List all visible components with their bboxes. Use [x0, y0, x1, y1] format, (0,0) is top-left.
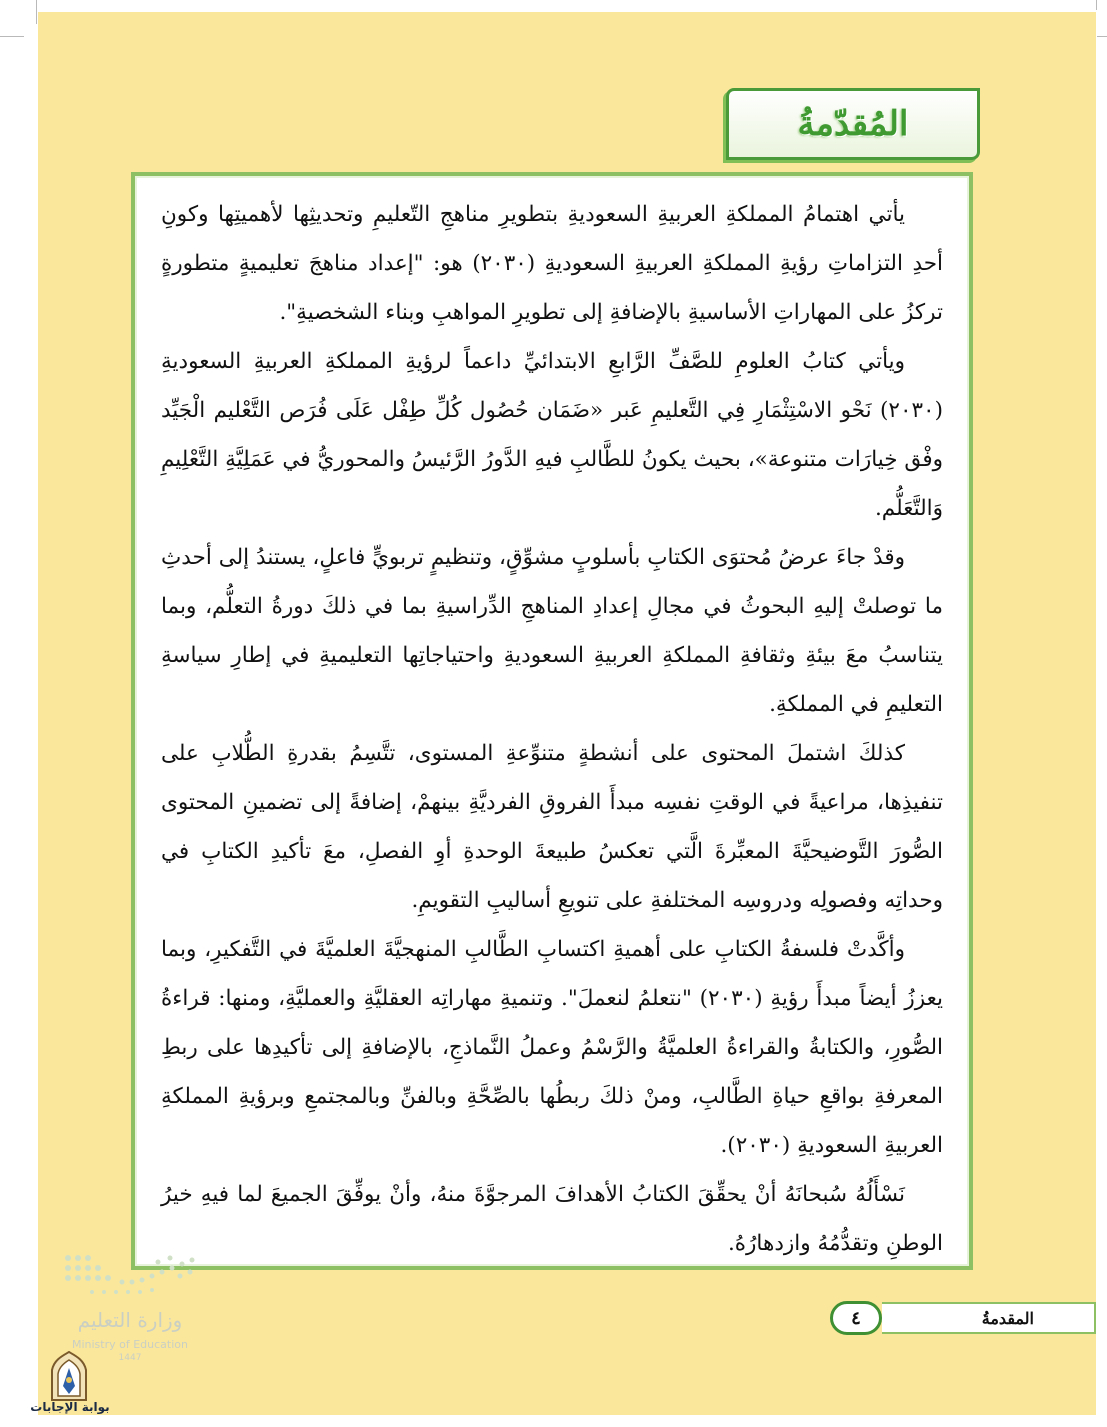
crop-mark [36, 0, 37, 24]
section-title-box [726, 88, 980, 160]
crop-mark [1096, 0, 1097, 10]
intro-paragraph: نَسْأَلُهُ سُبحانَهُ أنْ يحقِّقَ الكتابُ الأهدافَ المرجوَّةَ منهُ، وأنْ يوفِّقَ الجميعَ لما فيهِ خيرُ الوطنِ وتقدُّمُهُ وازدهارُهُ. [161, 1182, 943, 1256]
intro-paragraph: يأتي اهتمامُ المملكةِ العربيةِ السعوديةِ بتطويرِ مناهجِ التّعليمِ وتحديثِها لأهميتِها وكونِ أحدِ التزاماتِ رؤيةِ المملكةِ العربيةِ السعوديةِ (٢٠٣٠) هو: "إعداد مناهجَ تعليميةٍ متطورةٍ تركزُ على المهاراتِ الأساسيةِ بالإضافةِ إلى تطويرِ المواهبِ وبناء الشخصيةِ". [161, 202, 943, 325]
intro-text-body [161, 190, 943, 1268]
footer-section-label: المقدمةُ [882, 1302, 1096, 1334]
watermark-site-name: بوابة الإجابات [30, 1400, 110, 1414]
intro-paragraph: ويأتي كتابُ العلومِ للصَّفِّ الرَّابعِ الابتدائيِّ داعماً لرؤيةِ المملكةِ العربيةِ السعوديةِ (٢٠٣٠) نَحْو الاسْتِثْمَارِ فِي التَّعليمِ عَبر «ضَمَان حُصُول كُلِّ طِفْل عَلَى فُرَص التَّعْليم الْجَيِّد وفْق خِيارَات متنوعة»، بحيث يكونُ للطَّالبِ فيهِ الدَّورُ الرَّئيسُ والمحوريُّ في عَمَلِيَّةِ التَّعْلِيمِ وَالتَّعَلُّم. [161, 349, 943, 521]
ministry-dots-logo-icon [62, 1252, 198, 1300]
intro-text-frame [131, 172, 973, 1270]
page-number-badge: ٤ [830, 1301, 882, 1335]
crop-mark [1097, 36, 1107, 37]
page-title: المُقدّمةُ [797, 104, 909, 144]
intro-paragraph: وأكَّدتْ فلسفةُ الكتابِ على أهميةِ اكتسابِ الطَّالبِ المنهجيَّةَ العلميَّةَ في التَّفكيرِ، وبما يعززُ أيضاً مبدأَ رؤيةِ (٢٠٣٠) "نتعلمُ لنعملَ". وتنميةِ مهاراتِه العقليَّةِ والعمليَّةِ، ومنها: قراءةُ الصُّورِ، والكتابةُ والقراءةُ العلميَّةُ والرَّسْمُ وعملُ النَّماذجِ، بالإضافةِ إلى تأكيدِها على ربطِ المعرفةِ بواقعِ حياةِ الطَّالبِ، ومنْ ذلكَ ربطُها بالصِّحَّةِ وبالفنِّ وبالمجتمعِ وبرؤيةِ المملكةِ العربيةِ السعوديةِ (٢٠٣٠). [161, 937, 943, 1158]
intro-paragraph: وقدْ جاءَ عرضُ مُحتوَى الكتابِ بأسلوبٍ مشوِّقٍ، وتنظيمٍ تربويٍّ فاعلٍ، يستندُ إلى أحدثِ ما توصلتْ إليهِ البحوثُ في مجالِ إعدادِ المناهجِ الدِّراسيةِ بما في ذلكَ دورةُ التعلُّم، وبما يتناسبُ معَ بيئةِ وثقافةِ المملكةِ العربيةِ السعوديةِ واحتياجاتِها التعليميةِ في إطارِ سياسةِ التعليمِ في المملكةِ. [161, 545, 943, 717]
ministry-name-arabic: وزارة التعليم [77, 1308, 183, 1332]
crop-mark [0, 36, 24, 37]
ministry-name-english: Ministry of Education [71, 1338, 188, 1351]
ministry-year: 1447 [118, 1353, 142, 1363]
page-footer [838, 1300, 1096, 1336]
mosque-emblem-icon [44, 1350, 94, 1402]
intro-paragraph: كذلكَ اشتملَ المحتوى على أنشطةٍ متنوِّعةِ المستوى، تتَّسِمُ بقدرةِ الطُّلابِ على تنفيذِها، مراعيةً في الوقتِ نفسِه مبدأَ الفروقِ الفرديَّةِ بينهمْ، إضافةً إلى تضمينِ المحتوى الصُّورَ التَّوضيحيَّةَ المعبِّرةَ الَّتي تعكسُ طبيعةَ الوحدةِ أوِ الفصلِ، معَ تأكيدِ الكتابِ في وحداتِه وفصولِه ودروسِه المختلفةِ على تنويعِ أساليبِ التقويمِ. [161, 741, 943, 913]
